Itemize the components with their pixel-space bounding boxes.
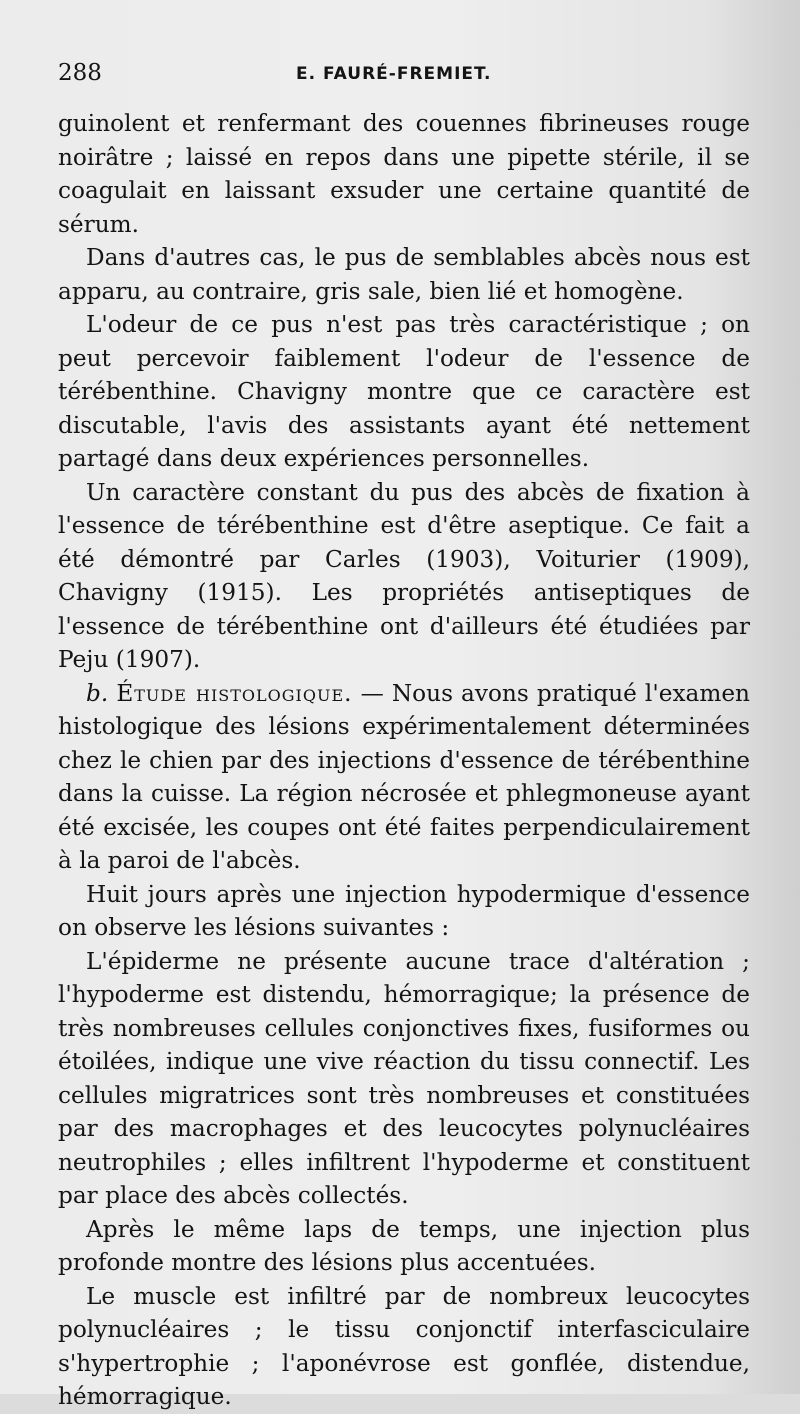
paragraph-5-section-heading	[58, 677, 750, 878]
paragraph-text: Un caractère constant du pus des abcès de fixation à l'essence de térébenthine est d'être aseptique. Ce fait a été démontré par Carles (1903), Voiturier (1909), Chavigny (1915). Les propriétés antiseptiques de l'essence de térébenthine ont d'ailleurs été étudiées par Peju (1907).	[58, 478, 750, 673]
paragraph-text: Dans d'autres cas, le pus de semblables abcès nous est apparu, au contraire, gris sale, bien lié et homogène.	[58, 244, 750, 305]
paragraph-7	[58, 945, 750, 1213]
section-heading: Étude histologique.	[116, 679, 353, 707]
paragraph-1	[58, 107, 750, 241]
paragraph-text: Le muscle est infiltré par de nombreux leucocytes polynucléaires ; le tissu conjonctif interfasciculaire s'hypertrophie ; l'aponévrose est gonflée, distendue, hémorragique.	[58, 1282, 750, 1410]
paragraph-8	[58, 1213, 750, 1280]
paragraph-text: Après le même laps de temps, une injection plus profonde montre des lésions plus accentuées.	[58, 1215, 750, 1276]
paragraph-text: — Nous avons pratiqué l'examen histologique des lésions expérimentalement déterminées chez le chien par des injections d'essence de térébenthine dans la cuisse. La région nécrosée et phlegmoneuse ayant été excisée, les coupes ont été faites perpendiculairement à la paroi de l'abcès.	[58, 679, 750, 874]
paragraph-text: Huit jours après une injection hypodermique d'essence on observe les lésions suivantes :	[58, 880, 750, 941]
paragraph-6	[58, 878, 750, 945]
paragraph-text: guinolent et renfermant des couennes fibrineuses rouge noirâtre ; laissé en repos dans une pipette stérile, il se coagulait en laissant exsuder une certaine quantité de sérum.	[58, 110, 750, 238]
section-label: b.	[86, 679, 109, 707]
paragraph-text: L'épiderme ne présente aucune trace d'altération ; l'hypoderme est distendu, hémorragique; la présence de très nombreuses cellules conjonctives fixes, fusiformes ou étoilées, indique une vive réaction du tissu connectif. Les cellules migratrices sont très nombreuses et constituées par des macrophages et des leucocytes polynucléaires neutrophiles ; elles infiltrent l'hypoderme et constituent par place des abcès collectés.	[58, 947, 750, 1209]
page-header	[58, 60, 758, 100]
paragraph-9	[58, 1280, 750, 1414]
running-head: E. FAURÉ-FREMIET.	[296, 64, 492, 84]
body-text	[58, 107, 750, 1414]
paragraph-2	[58, 241, 750, 308]
paragraph-text: L'odeur de ce pus n'est pas très caractéristique ; on peut percevoir faiblement l'odeur de l'essence de térébenthine. Chavigny montre que ce caractère est discutable, l'avis des assistants ayant été nettement partagé dans deux expériences personnelles.	[58, 311, 750, 472]
page-number: 288	[58, 60, 102, 86]
paragraph-4	[58, 476, 750, 677]
paragraph-3	[58, 308, 750, 476]
